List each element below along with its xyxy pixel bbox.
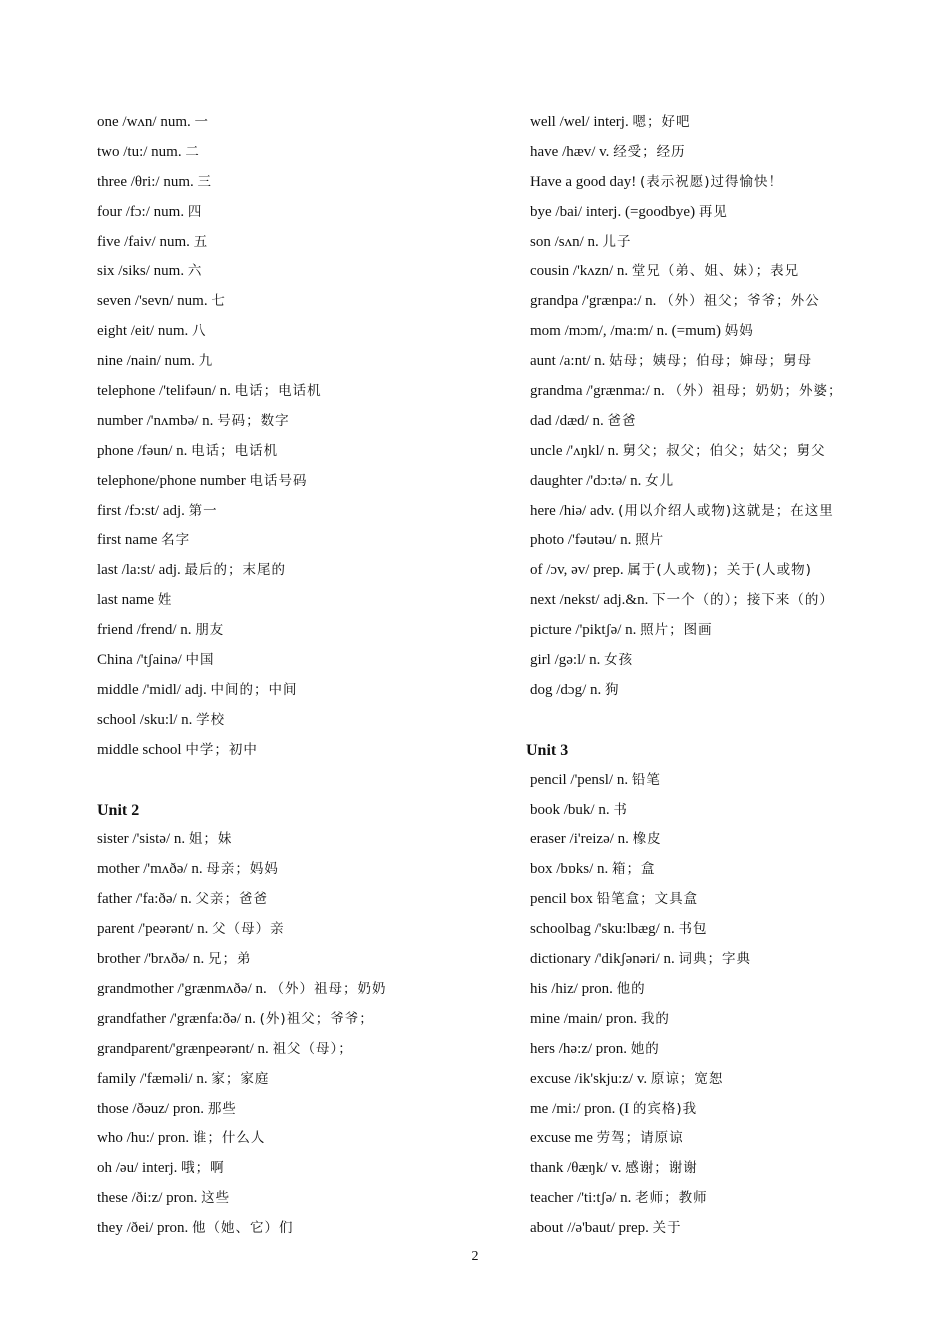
vocab-entry: school /sku:l/ n. 学校 [97, 711, 226, 728]
vocab-entry: son /sʌn/ n. 儿子 [530, 233, 632, 250]
vocab-entry: dad /dæd/ n. 爸爸 [530, 412, 637, 429]
vocab-entry: father /'fa:ðə/ n. 父亲；爸爸 [97, 891, 268, 908]
vocab-entry: nine /nain/ num. 九 [97, 353, 214, 370]
vocab-entry: picture /'piktʃə/ n. 照片；图画 [530, 622, 713, 639]
unit3-word-list [530, 766, 930, 1244]
vocab-entry: eight /eit/ num. 八 [97, 323, 207, 340]
vocab-entry: bye /bai/ interj. (=goodbye) 再见 [530, 203, 728, 220]
vocab-entry: middle school 中学；初中 [97, 741, 258, 758]
vocab-entry: one /wʌn/ num. 一 [97, 114, 209, 130]
vocab-entry: next /nekst/ adj.&n. 下一个（的）；接下来（的） [530, 592, 834, 609]
vocab-entry: six /siks/ num. 六 [97, 263, 203, 280]
vocab-entry: mom /mɔm/, /ma:m/ n. (=mum) 妈妈 [530, 323, 754, 340]
vocab-entry: last name 姓 [97, 592, 173, 609]
vocab-entry: mother /'mʌðə/ n. 母亲；妈妈 [97, 861, 279, 878]
vocab-entry: have /hæv/ v. 经受；经历 [530, 143, 686, 160]
vocab-entry: me /mi:/ pron. (I 的宾格)我 [530, 1100, 698, 1117]
unit2-continued-word-list [530, 108, 930, 706]
vocab-entry: grandfather /'grænfa:ðə/ n. (外)祖父；爷爷； [97, 1010, 374, 1027]
vocab-entry: thank /θæŋk/ v. 感谢；谢谢 [530, 1160, 698, 1177]
vocab-entry: well /wel/ interj. 嗯；好吧 [530, 114, 691, 130]
vocab-entry: friend /frend/ n. 朋友 [97, 622, 225, 639]
vocab-entry: parent /'peərənt/ n. 父（母）亲 [97, 921, 285, 938]
vocab-entry: last /la:st/ adj. 最后的；末尾的 [97, 562, 286, 579]
vocab-entry: Have a good day! (表示祝愿)过得愉快！ [530, 173, 784, 190]
vocab-entry: phone /fəun/ n. 电话；电话机 [97, 442, 279, 459]
vocab-entry: telephone /'telifəun/ n. 电话；电话机 [97, 383, 322, 400]
unit3-heading: Unit 3 [526, 741, 569, 759]
vocab-entry: pencil box 铅笔盒；文具盒 [530, 891, 699, 908]
vocab-entry: seven /'sevn/ num. 七 [97, 293, 226, 310]
vocab-entry: dictionary /'dikʃənəri/ n. 词典；字典 [530, 951, 751, 968]
vocab-entry: box /bɒks/ n. 箱；盒 [530, 861, 656, 878]
vocab-entry: girl /gə:l/ n. 女孩 [530, 652, 634, 669]
section-gap [97, 766, 497, 796]
vocab-entry: three /θri:/ num. 三 [97, 173, 212, 190]
vocab-entry: schoolbag /'sku:lbæg/ n. 书包 [530, 921, 708, 938]
vocab-entry: grandma /'grænma:/ n. （外）祖母；奶奶；外婆； [530, 383, 843, 400]
vocab-entry: grandpa /'grænpa:/ n. （外）祖父；爷爷；外公 [530, 293, 820, 310]
vocab-entry: aunt /a:nt/ n. 姑母；姨母；伯母；婶母；舅母 [530, 353, 813, 370]
vocab-entry: first /fɔ:st/ adj. 第一 [97, 502, 218, 519]
unit2-heading: Unit 2 [97, 801, 140, 819]
vocab-entry: sister /'sistə/ n. 姐；妹 [97, 831, 233, 848]
vocab-entry: photo /'fəutəu/ n. 照片 [530, 532, 665, 549]
vocab-entry: of /ɔv, əv/ prep. 属于(人或物)；关于(人或物) [530, 562, 812, 579]
vocab-entry: China /'tʃainə/ 中国 [97, 652, 215, 669]
vocab-entry: two /tu:/ num. 二 [97, 143, 200, 160]
vocab-entry: middle /'midl/ adj. 中间的；中间 [97, 681, 298, 698]
vocab-entry: eraser /i'reizə/ n. 橡皮 [530, 831, 662, 848]
vocab-entry: uncle /'ʌŋkl/ n. 舅父；叔父；伯父；姑父；舅父 [530, 442, 826, 459]
vocab-entry: excuse me 劳驾；请原谅 [530, 1130, 684, 1147]
vocab-entry: four /fɔ:/ num. 四 [97, 203, 203, 220]
vocab-entry: family /'fæməli/ n. 家；家庭 [97, 1070, 270, 1087]
vocab-entry: first name 名字 [97, 532, 191, 549]
vocab-entry: they /ðei/ pron. 他（她、它）们 [97, 1220, 294, 1237]
vocab-entry: pencil /'pensl/ n. 铅笔 [530, 771, 661, 788]
vocab-entry: mine /main/ pron. 我的 [530, 1010, 670, 1027]
vocab-entry: who /hu:/ pron. 谁；什么人 [97, 1130, 266, 1147]
vocab-entry: daughter /'dɔ:tə/ n. 女儿 [530, 472, 675, 489]
vocab-entry: teacher /'ti:tʃə/ n. 老师；教师 [530, 1190, 708, 1207]
vocab-entry: hers /hə:z/ pron. 她的 [530, 1040, 660, 1057]
unit1-word-list [97, 108, 497, 766]
vocab-entry: those /ðəuz/ pron. 那些 [97, 1100, 237, 1117]
vocab-entry: five /faiv/ num. 五 [97, 233, 209, 250]
vocab-entry: number /'nʌmbə/ n. 号码；数字 [97, 412, 290, 429]
vocab-entry: here /hiə/ adv. (用以介绍人或物)这就是；在这里 [530, 502, 834, 519]
left-column [97, 108, 497, 1244]
right-column [526, 108, 930, 1244]
vocab-entry: cousin /'kʌzn/ n. 堂兄（弟、姐、妹）；表兄 [530, 263, 800, 280]
page-number: 2 [471, 1249, 479, 1264]
vocab-entry: book /buk/ n. 书 [530, 801, 628, 818]
vocab-entry: telephone/phone number 电话号码 [97, 472, 308, 489]
vocab-entry: about //ə'baut/ prep. 关于 [530, 1220, 682, 1237]
vocab-entry: grandparent/'grænpeərənt/ n. 祖父（母）； [97, 1040, 353, 1057]
vocab-entry: grandmother /'grænmʌðə/ n. （外）祖母；奶奶 [97, 980, 387, 997]
vocab-entry: his /hiz/ pron. 他的 [530, 980, 646, 997]
vocab-entry: oh /əu/ interj. 哦；啊 [97, 1160, 225, 1177]
section-gap [530, 706, 930, 736]
vocab-entry: dog /dɔg/ n. 狗 [530, 681, 620, 698]
vocab-entry: these /ði:z/ pron. 这些 [97, 1190, 231, 1207]
unit2-word-list [97, 825, 497, 1243]
vocab-entry: brother /'brʌðə/ n. 兄；弟 [97, 951, 252, 968]
vocab-entry: excuse /ik'skju:z/ v. 原谅；宽恕 [530, 1070, 724, 1087]
